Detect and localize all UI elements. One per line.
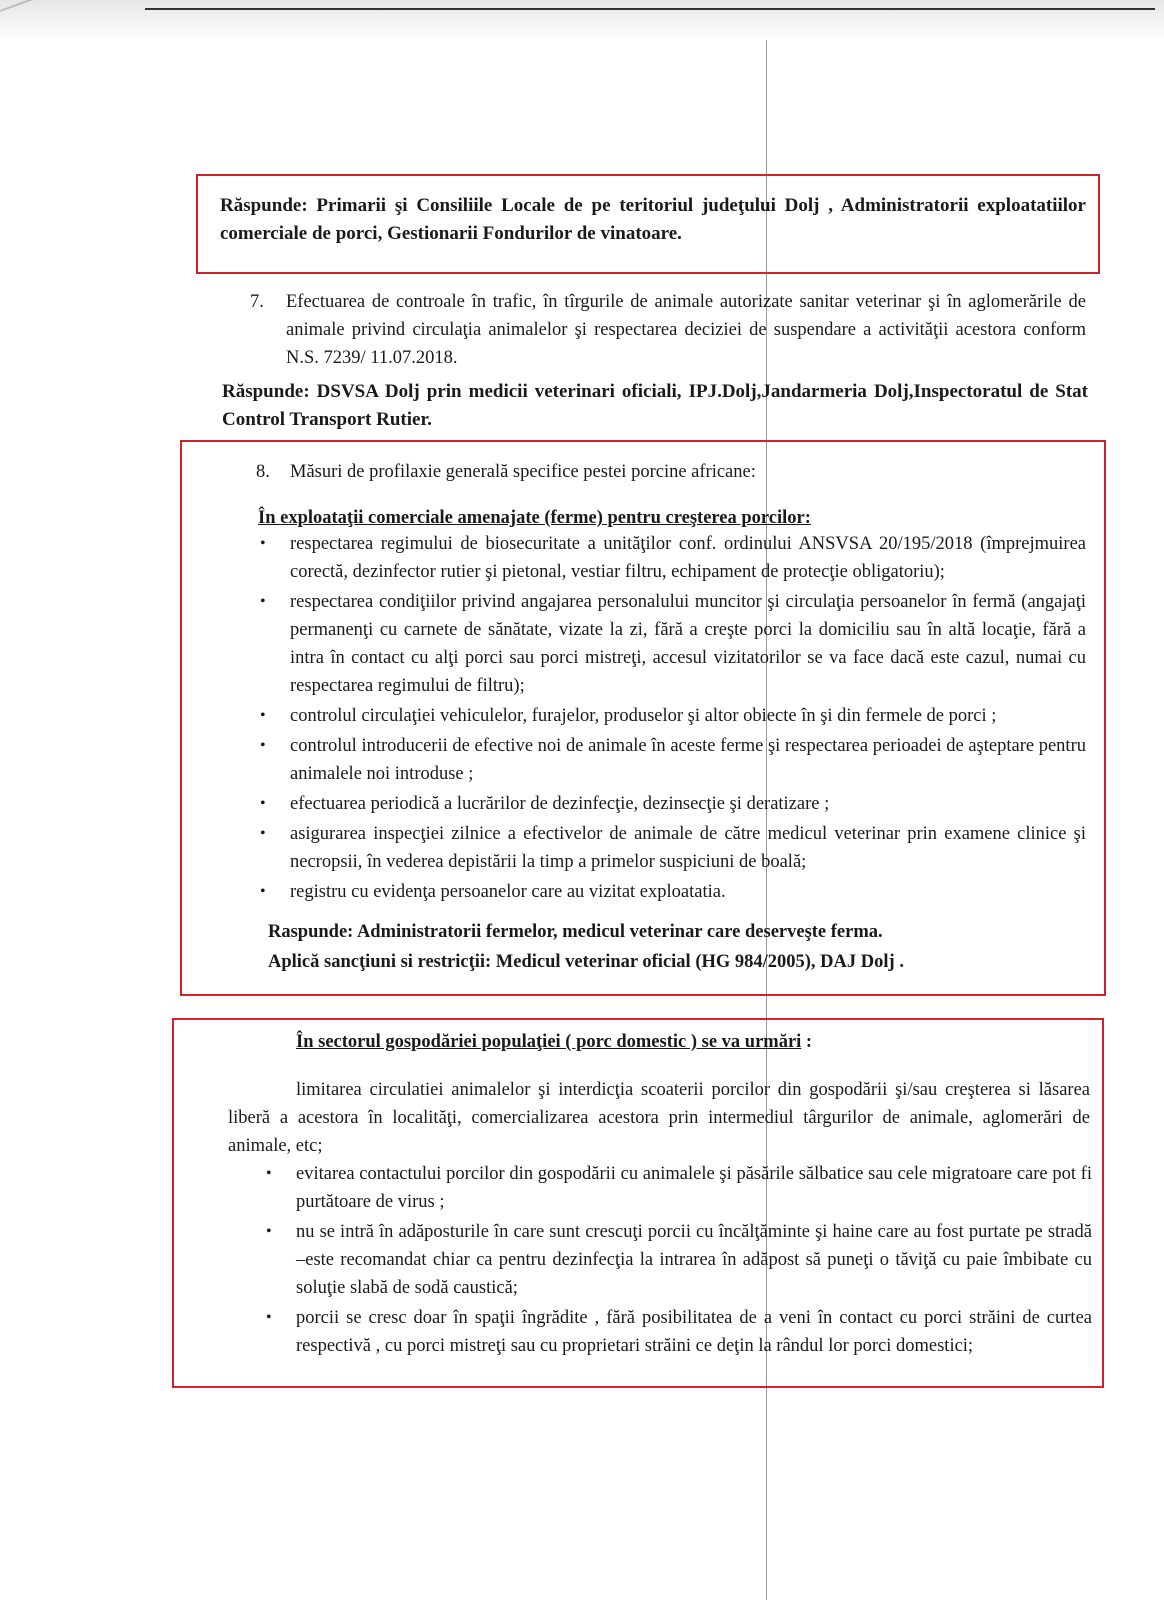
list-item-text: respectarea condiţiilor privind angajarea personalului muncitor şi circulaţia persoanelor în fermă (angajaţi permanenţi cu carnete de sănătate, vizate la zi, fără a creşte porci la domiciliu sau în altă locaţie, fără a intra în contact cu alţi porci sau porci mistreţi, accesul vizitatorilor se va face dacă este cazul, numai cu respectarea regimului de filtru); [290,592,1086,696]
list-item [256,820,1086,876]
bullet-icon: • [260,707,266,724]
list-item-text: controlul introducerii de efective noi de animale în aceste ferme şi respectarea perioadei de aşteptare pentru animalele noi introduse ; [290,736,1086,784]
bullet-icon: • [260,795,266,812]
sector-intro: limitarea circulatiei animalelor şi interdicţia scoaterii porcilor din gospodării şi/sau creşterea si lăsarea liberă a acestora în localităţi, comercializarea acestora prin intermediul târgurilor de animale, aglomerări de animale, etc; [228,1080,1090,1156]
bullet-icon: • [266,1165,272,1182]
list-item-text: registru cu evidenţa persoanelor care au vizitat exploatatia. [290,882,726,902]
list-item-text: evitarea contactului porcilor din gospodării cu animalele şi păsările sălbatice sau cele migratoare care pot fi purtătoare de virus ; [296,1164,1092,1212]
list-item [262,1304,1092,1360]
scan-page-edge [145,8,1155,10]
list-item [256,702,1086,730]
list-item [262,1218,1092,1302]
item-8-subheading: În exploataţii comerciale amenajate (ferme) pentru creşterea porcilor: [258,508,811,528]
list-item-text: respectarea regimului de biosecuritate a unităţilor conf. ordinului ANSVSA 20/195/2018 (împrejmuirea corectă, dezinfector rutier şi pietonal, vestiar filtru, echipament de protecţie obligatoriu); [290,534,1086,582]
list-item [256,732,1086,788]
item-8-title: Măsuri de profilaxie generală specifice pestei porcine africane: [290,462,756,482]
bullet-icon: • [260,535,266,552]
list-item-text: efectuarea periodică a lucrărilor de dezinfecţie, dezinsecţie şi deratizare ; [290,794,830,814]
item-8-raspunde: Raspunde: Administratorii fermelor, medicul veterinar care deserveşte ferma. [268,922,883,942]
bullet-icon: • [266,1309,272,1326]
item-7-number: 7. [250,292,264,312]
list-item-text: nu se intră în adăposturile în care sunt crescuţi porcii cu încălţăminte şi haine care au fost purtate pe stradă –este recomandat chiar ca pentru dezinfecţia la intrarea în adăpost să puneţi o tăviţă cu paie îmbibate cu soluţie slabă de sodă caustică; [296,1222,1092,1298]
scan-page-corner [0,0,150,152]
list-item-text: porcii se cresc doar în spaţii îngrădite , fără posibilitatea de a veni în contact cu porci străini de curtea respectivă , cu porci mistreţi sau cu proprietari străini ce deţin la rândul lor porci domestici; [296,1308,1092,1356]
list-item-text: asigurarea inspecţiei zilnice a efectivelor de animale de către medicul veterinar prin examene clinice şi necropsii, în vederea depistării la timp a primelor suspiciuni de boală; [290,824,1086,872]
scan-shadow [0,0,1164,40]
item-8-number: 8. [256,462,270,482]
sector-heading [296,1028,1076,1056]
list-item [262,1160,1092,1216]
list-item [256,878,1086,906]
bullet-icon: • [260,825,266,842]
bullet-icon: • [260,593,266,610]
bullet-icon: • [260,883,266,900]
bullet-icon: • [260,737,266,754]
farm-measures-list [256,530,1086,908]
list-item [256,530,1086,586]
list-item [256,790,1086,818]
item-8-sanctiuni: Aplică sancţiuni si restricţii: Medicul veterinar oficial (HG 984/2005), DAJ Dolj . [268,952,904,972]
item-7-text: Efectuarea de controale în trafic, în tîrgurile de animale autorizate sanitar veterinar şi în aglomerările de animale privind circulaţia animalelor şi respectarea deciziei de suspendare a activităţii acestora conform N.S. 7239/ 11.07.2018. [286,292,1086,368]
list-item [256,588,1086,700]
bullet-icon: • [266,1223,272,1240]
sector-heading-suffix: : [801,1032,813,1052]
sector-heading-text: În sectorul gospodăriei populaţiei ( porc domestic ) se va urmări [296,1032,802,1052]
responsabil-1: Răspunde: Primarii şi Consiliile Locale de pe teritoriul judeţului Dolj , Administratorii exploatatiilor comerciale de porci, Gestionarii Fondurilor de vinatoare. [220,195,1086,244]
household-measures-list [262,1160,1092,1362]
list-item-text: controlul circulaţiei vehiculelor, furajelor, produselor şi altor obiecte în şi din fermele de porci ; [290,706,997,726]
responsabil-2: Răspunde: DSVSA Dolj prin medicii veterinari oficiali, IPJ.Dolj,Jandarmeria Dolj,Inspectoratul de Stat Control Transport Rutier. [222,381,1088,430]
